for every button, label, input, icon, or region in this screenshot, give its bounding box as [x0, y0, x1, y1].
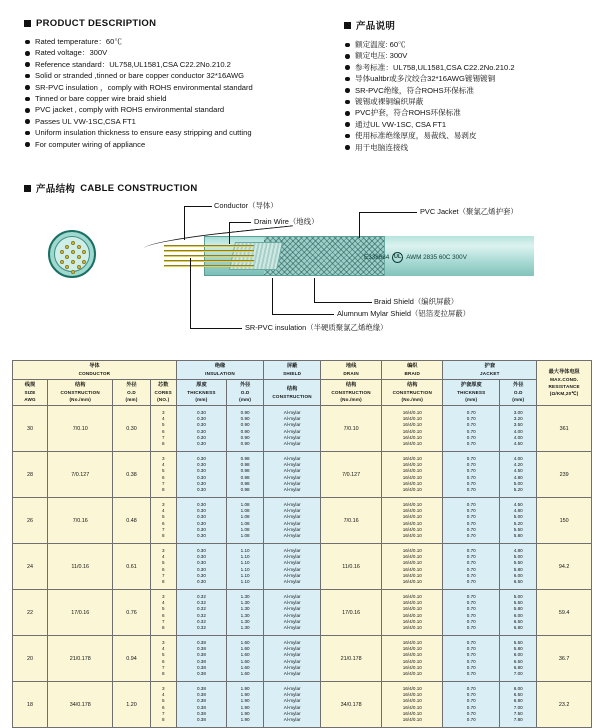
- cell-resistance: 361: [537, 406, 592, 452]
- cell-jacket-od: 6.00 6.50 6.80 7.00 7.50 7.80: [500, 682, 537, 728]
- cell-resistance: 94.2: [537, 544, 592, 590]
- cell-insulation-thickness: 0.30 0.30 0.30 0.30 0.30 0.30: [176, 406, 226, 452]
- subheader-drain-construction: 结构 CONSTRUCTION (No./mm): [321, 380, 382, 406]
- leader-line: [184, 206, 185, 240]
- cell-awg: 22: [13, 590, 48, 636]
- list-item: 额定温度: 60℃: [344, 39, 584, 50]
- cell-insulation-thickness: 0.30 0.30 0.30 0.30 0.30 0.30: [176, 498, 226, 544]
- list-item: 通过UL VW-1SC, CSA FT1: [344, 119, 584, 130]
- cell-insulation-thickness: 0.30 0.30 0.30 0.30 0.30 0.30: [176, 452, 226, 498]
- header-resistance: 最大导体电阻 MAX.COND. RESISTANCE (Ω/KM,20℃): [537, 361, 592, 406]
- cell-jacket-od: 4.80 5.00 5.50 5.80 6.00 6.50: [500, 544, 537, 590]
- list-item: 镀锡或裸铜编织屏蔽: [344, 96, 584, 107]
- leader-line: [229, 222, 230, 244]
- cell-jacket-thickness: 0.70 0.70 0.70 0.70 0.70 0.70: [443, 590, 500, 636]
- cell-braid: 16/4/0.10 16/4/0.10 16/4/0.10 16/4/0.10 16/4/0.10 16/4/0.10: [382, 406, 443, 452]
- subheader-conductor-construction: 结构 CONSTRUCTION (No./mm): [47, 380, 113, 406]
- cell-insulation-od: 1.10 1.10 1.10 1.10 1.10 1.10: [227, 544, 264, 590]
- label-sr-pvc-insulation: SR-PVC insulation（半硬质聚氯乙烯绝缘）: [245, 323, 388, 332]
- label-pvc-jacket: PVC Jacket（聚氯乙烯护套）: [420, 207, 518, 216]
- cell-insulation-od: 1.08 1.08 1.08 1.08 1.08 1.08: [227, 498, 264, 544]
- cell-awg: 28: [13, 452, 48, 498]
- list-item: SR-PVC绝缘，符合ROHS环保标准: [344, 85, 584, 96]
- cell-braid: 16/4/0.10 16/4/0.10 16/4/0.10 16/4/0.10 16/4/0.10 16/4/0.10: [382, 544, 443, 590]
- cell-conductor-od: 1.20: [113, 682, 150, 728]
- cell-insulation-od: 1.90 1.90 1.90 1.90 1.90 1.90: [227, 682, 264, 728]
- cell-conductor-construction: 11/0.16: [47, 544, 113, 590]
- subheader-insulation-thickness: 厚度 THICKNESS (mm): [176, 380, 226, 406]
- ul-file-number: E338684: [364, 254, 390, 261]
- cell-conductor-construction: 7/0.127: [47, 452, 113, 498]
- leader-line: [359, 212, 360, 238]
- cell-resistance: 239: [537, 452, 592, 498]
- list-item: Reference standard：UL758,UL1581,CSA C22.2No.210.2: [24, 59, 324, 70]
- cell-awg: 30: [13, 406, 48, 452]
- leader-line: [359, 212, 417, 213]
- description-english-column: [24, 18, 324, 153]
- construction-heading: [24, 181, 198, 195]
- construction-title-cn: 产品结构: [36, 184, 76, 195]
- cell-drain: 7/0.10: [321, 406, 382, 452]
- cell-resistance: 59.4: [537, 590, 592, 636]
- list-item: Uniform insulation thickness to ensure easy stripping and cutting: [24, 127, 324, 138]
- list-item: SR-PVC insulation ，comply with ROHS environmental standard: [24, 82, 324, 93]
- construction-title-en: CABLE CONSTRUCTION: [80, 182, 198, 194]
- cell-resistance: 150: [537, 498, 592, 544]
- cell-awg: 26: [13, 498, 48, 544]
- subheader-jacket-od: 外径 O.D (mm): [500, 380, 537, 406]
- leader-line: [184, 206, 212, 207]
- list-item: Rated temperature：60℃: [24, 36, 324, 47]
- cell-cores: 3 4 5 6 7 8: [150, 452, 176, 498]
- cable-construction-diagram: [14, 196, 589, 351]
- table-row: [13, 682, 592, 728]
- cell-conductor-construction: 34/0.178: [47, 682, 113, 728]
- conductor-dots: [50, 232, 94, 276]
- subheader-conductor-od: 外径 O.D (mm): [113, 380, 150, 406]
- label-mylar-shield: Alumnum Mylar Shield（铝箔麦拉屏蔽）: [337, 309, 471, 318]
- subheader-insulation-od: 外径 O.D (mm): [227, 380, 264, 406]
- header-insulation: 绝缘 INSULATION: [176, 361, 263, 380]
- description-chinese-column: [344, 18, 584, 153]
- cell-jacket-thickness: 0.70 0.70 0.70 0.70 0.70 0.70: [443, 452, 500, 498]
- cell-shield: Al-mylar Al-mylar Al-mylar Al-mylar Al-mylar Al-mylar: [264, 682, 321, 728]
- description-chinese-title: 产品说明: [356, 21, 396, 32]
- list-item: 导体ualtbr或多汶绞合32*16AWG镀锡镀铜: [344, 73, 584, 84]
- cell-conductor-construction: 7/0.10: [47, 406, 113, 452]
- subheader-braid-construction: 结构 CONSTRUCTION (No./mm): [382, 380, 443, 406]
- cell-conductor-construction: 21/0.178: [47, 636, 113, 682]
- cell-jacket-thickness: 0.70 0.70 0.70 0.70 0.70 0.70: [443, 498, 500, 544]
- cell-conductor-od: 0.38: [113, 452, 150, 498]
- ul-certification-mark: [364, 252, 467, 263]
- cell-cores: 3 4 5 6 7 8: [150, 544, 176, 590]
- cell-braid: 16/4/0.10 16/4/0.10 16/4/0.10 16/4/0.10 16/4/0.10 16/4/0.10: [382, 590, 443, 636]
- cell-braid: 16/4/0.10 16/4/0.10 16/4/0.10 16/4/0.10 16/4/0.10 16/4/0.10: [382, 636, 443, 682]
- cell-jacket-thickness: 0.70 0.70 0.70 0.70 0.70 0.70: [443, 682, 500, 728]
- subheader-shield-construction: 结构 CONSTRUCTION: [264, 380, 321, 406]
- cell-drain: 7/0.127: [321, 452, 382, 498]
- table-header-group-row: [13, 361, 592, 380]
- table-row: [13, 590, 592, 636]
- cell-shield: Al-mylar Al-mylar Al-mylar Al-mylar Al-mylar Al-mylar: [264, 544, 321, 590]
- cell-resistance: 36.7: [537, 636, 592, 682]
- list-item: For computer wiring of appliance: [24, 139, 324, 150]
- label-conductor: Conductor（导体）: [214, 201, 278, 210]
- list-item: 参考标准：UL758,UL1581,CSA C22.2No.210.2: [344, 62, 584, 73]
- cell-conductor-od: 0.94: [113, 636, 150, 682]
- cell-jacket-od: 4.00 4.20 4.50 4.80 5.00 5.20: [500, 452, 537, 498]
- cell-conductor-od: 0.30: [113, 406, 150, 452]
- cell-conductor-od: 0.61: [113, 544, 150, 590]
- cell-conductor-od: 0.76: [113, 590, 150, 636]
- cell-shield: Al-mylar Al-mylar Al-mylar Al-mylar Al-mylar Al-mylar: [264, 452, 321, 498]
- cell-jacket-od: 3.00 3.20 3.50 4.00 4.00 4.50: [500, 406, 537, 452]
- list-item: Tinned or bare copper wire braid shield: [24, 93, 324, 104]
- description-english-list: [24, 36, 324, 150]
- label-drain-wire: Drain Wire（地线）: [254, 217, 319, 226]
- cell-cores: 3 4 5 6 7 8: [150, 406, 176, 452]
- leader-line: [190, 328, 242, 329]
- bullet-square-icon: [24, 20, 31, 27]
- cell-drain: 34/0.178: [321, 682, 382, 728]
- cell-shield: Al-mylar Al-mylar Al-mylar Al-mylar Al-mylar Al-mylar: [264, 636, 321, 682]
- list-item: PVC护套，符合ROHS环保标准: [344, 107, 584, 118]
- header-shield: 屏蔽 SHIELD: [264, 361, 321, 380]
- subheader-jacket-thickness: 护套厚度 THICKNESS (mm): [443, 380, 500, 406]
- specification-table-wrapper: [12, 360, 592, 728]
- cell-conductor-construction: 7/0.16: [47, 498, 113, 544]
- specification-table-body: [13, 406, 592, 728]
- cell-insulation-od: 1.60 1.60 1.60 1.60 1.60 1.60: [227, 636, 264, 682]
- specification-table: [12, 360, 592, 728]
- bullet-square-icon: [344, 22, 351, 29]
- list-item: Solid or stranded ,tinned or bare copper conductor 32*16AWG: [24, 70, 324, 81]
- awm-rating-text: AWM 2835 60C 300V: [406, 254, 467, 261]
- cable-cross-section-icon: [48, 230, 96, 278]
- cell-insulation-od: 0.98 0.98 0.98 0.98 0.98 0.98: [227, 452, 264, 498]
- label-braid-shield: Braid Shield（编织屏蔽）: [374, 297, 459, 306]
- cell-braid: 16/4/0.10 16/4/0.10 16/4/0.10 16/4/0.10 16/4/0.10 16/4/0.10: [382, 682, 443, 728]
- list-item: Passes UL VW-1SC,CSA FT1: [24, 116, 324, 127]
- table-row: [13, 406, 592, 452]
- cell-resistance: 23.2: [537, 682, 592, 728]
- description-chinese-heading: [344, 18, 584, 32]
- table-row: [13, 544, 592, 590]
- cell-jacket-thickness: 0.70 0.70 0.70 0.70 0.70 0.70: [443, 406, 500, 452]
- leader-line: [272, 278, 273, 314]
- cell-shield: Al-mylar Al-mylar Al-mylar Al-mylar Al-mylar Al-mylar: [264, 406, 321, 452]
- list-item: Rated voltage：300V: [24, 47, 324, 58]
- table-row: [13, 498, 592, 544]
- leader-line: [314, 302, 372, 303]
- header-braid: 编织 BRAID: [382, 361, 443, 380]
- list-item: PVC jacket , comply with ROHS environmental standard: [24, 104, 324, 115]
- cell-awg: 24: [13, 544, 48, 590]
- cell-braid: 16/4/0.10 16/4/0.10 16/4/0.10 16/4/0.10 16/4/0.10 16/4/0.10: [382, 498, 443, 544]
- list-item: 用于电脑连接线: [344, 142, 584, 153]
- table-row: [13, 452, 592, 498]
- cell-drain: 17/0.16: [321, 590, 382, 636]
- cell-braid: 16/4/0.10 16/4/0.10 16/4/0.10 16/4/0.10 16/4/0.10 16/4/0.10: [382, 452, 443, 498]
- cell-drain: 7/0.16: [321, 498, 382, 544]
- list-item: 使用标准绝缘厚度，易裁线、易剥皮: [344, 130, 584, 141]
- cell-jacket-od: 4.50 4.80 5.00 5.20 5.50 5.80: [500, 498, 537, 544]
- list-item: 额定电压: 300V: [344, 50, 584, 61]
- cell-cores: 3 4 5 6 7 8: [150, 498, 176, 544]
- header-jacket: 护套 JACKET: [443, 361, 537, 380]
- cell-cores: 3 4 5 6 7 8: [150, 682, 176, 728]
- table-row: [13, 636, 592, 682]
- cell-insulation-thickness: 0.38 0.38 0.38 0.38 0.38 0.38: [176, 636, 226, 682]
- cell-conductor-construction: 17/0.16: [47, 590, 113, 636]
- cell-insulation-thickness: 0.30 0.30 0.30 0.30 0.30 0.30: [176, 544, 226, 590]
- bullet-square-icon: [24, 185, 31, 192]
- cell-drain: 11/0.16: [321, 544, 382, 590]
- cell-conductor-od: 0.48: [113, 498, 150, 544]
- cell-shield: Al-mylar Al-mylar Al-mylar Al-mylar Al-mylar Al-mylar: [264, 498, 321, 544]
- cell-cores: 3 4 5 6 7 8: [150, 590, 176, 636]
- header-conductor: 导体 CONDUCTOR: [13, 361, 177, 380]
- cell-awg: 20: [13, 636, 48, 682]
- leader-line: [272, 314, 334, 315]
- subheader-cores: 芯数 CORES (NO.): [150, 380, 176, 406]
- cell-jacket-od: 5.00 5.50 5.80 6.00 6.50 6.80: [500, 590, 537, 636]
- leader-line: [190, 258, 191, 328]
- description-english-heading: [24, 18, 324, 29]
- leader-line: [229, 222, 251, 223]
- cell-jacket-thickness: 0.70 0.70 0.70 0.70 0.70 0.70: [443, 636, 500, 682]
- cell-jacket-od: 5.50 5.80 6.00 6.50 6.80 7.00: [500, 636, 537, 682]
- cell-insulation-thickness: 0.38 0.38 0.38 0.38 0.38 0.38: [176, 682, 226, 728]
- cell-cores: 3 4 5 6 7 8: [150, 636, 176, 682]
- description-chinese-list: [344, 39, 584, 153]
- ul-logo-icon: UL: [392, 252, 403, 263]
- cell-insulation-od: 0.90 0.90 0.90 0.90 0.90 0.90: [227, 406, 264, 452]
- cell-shield: Al-mylar Al-mylar Al-mylar Al-mylar Al-mylar Al-mylar: [264, 590, 321, 636]
- cell-drain: 21/0.178: [321, 636, 382, 682]
- table-header-sub-row: [13, 380, 592, 406]
- header-drain: 地线 DRAIN: [321, 361, 382, 380]
- leader-line: [314, 278, 315, 302]
- description-english-title: PRODUCT DESCRIPTION: [36, 18, 157, 29]
- cell-jacket-thickness: 0.70 0.70 0.70 0.70 0.70 0.70: [443, 544, 500, 590]
- cell-awg: 18: [13, 682, 48, 728]
- cell-insulation-od: 1.30 1.30 1.30 1.30 1.30 1.30: [227, 590, 264, 636]
- product-description-section: [24, 18, 584, 153]
- subheader-conductor-size: 线规 SIZE AWG: [13, 380, 48, 406]
- cell-insulation-thickness: 0.32 0.32 0.32 0.32 0.32 0.32: [176, 590, 226, 636]
